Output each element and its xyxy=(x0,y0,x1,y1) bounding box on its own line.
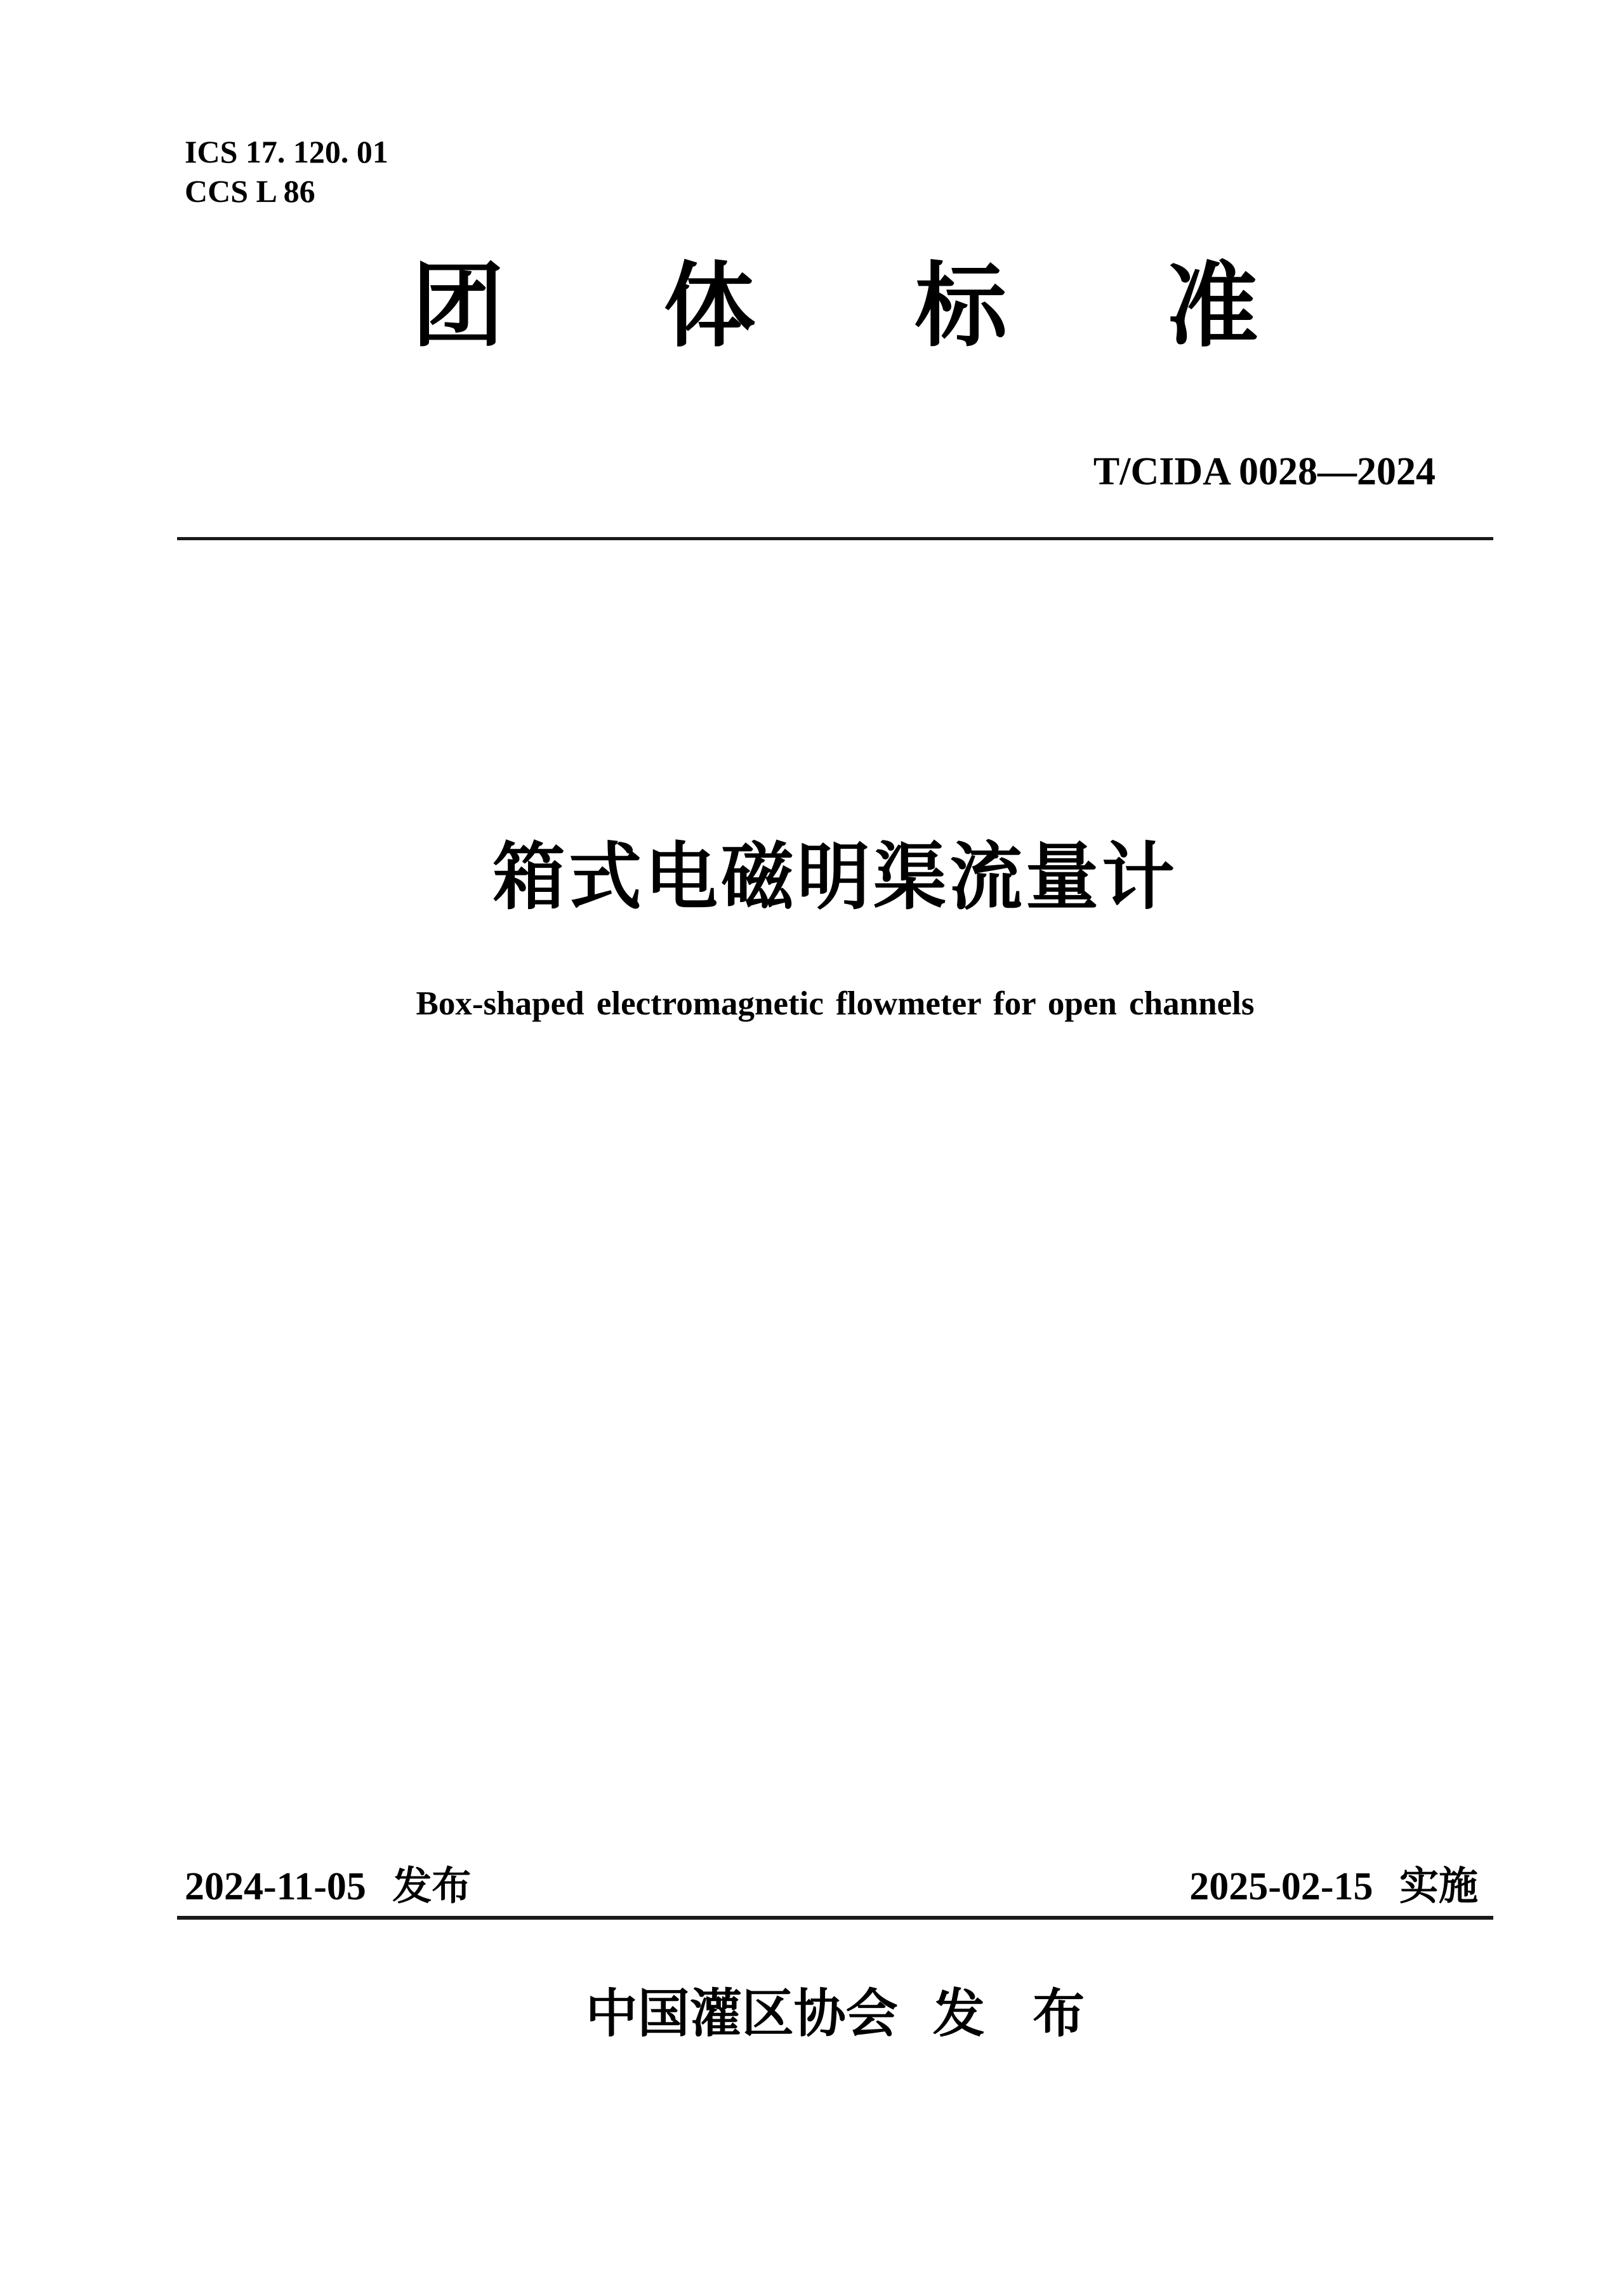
issue-date-line xyxy=(185,1867,471,1906)
publisher-name: 中国灌区协会 xyxy=(585,1985,898,2043)
document-title-en: Box-shaped electromagnetic flowmeter for open channels xyxy=(416,985,1255,1022)
implementation-date: 2025-02-15 xyxy=(1189,1865,1373,1908)
issue-date: 2024-11-05 xyxy=(185,1865,366,1908)
issue-date-label: 发布 xyxy=(392,1865,472,1908)
classification-codes xyxy=(185,132,388,211)
ics-code: ICS 17. 120. 01 xyxy=(185,134,388,169)
standard-number: T/CIDA 0028—2024 xyxy=(1093,450,1436,493)
implementation-date-label: 实施 xyxy=(1399,1865,1478,1908)
header-rule xyxy=(177,537,1493,540)
publisher-action: 发 布 xyxy=(932,1985,1085,2043)
implementation-date-line xyxy=(1189,1867,1478,1906)
document-title-zh: 箱式电磁明渠流量计 xyxy=(492,837,1178,918)
standard-type-heading: 团 体 标 准 xyxy=(412,256,1258,358)
ccs-code: CCS L 86 xyxy=(185,173,315,209)
publisher-line xyxy=(177,1985,1493,2043)
footer-rule xyxy=(177,1916,1493,1920)
